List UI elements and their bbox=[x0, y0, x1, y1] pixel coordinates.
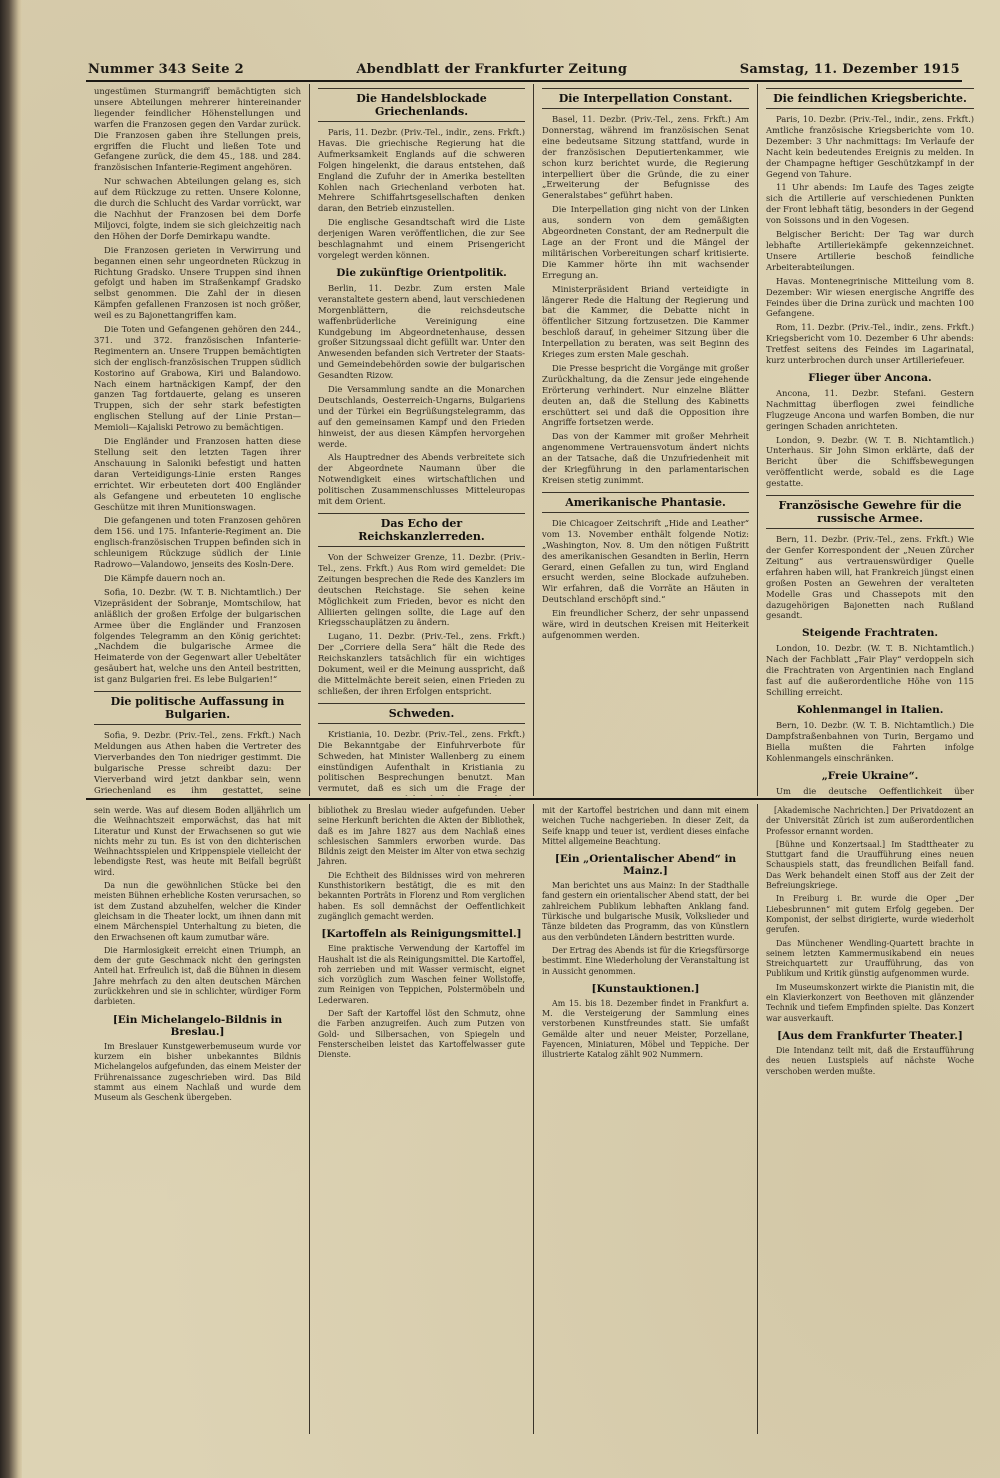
book-binding-edge bbox=[0, 0, 22, 1478]
article-paragraph: Ministerpräsident Briand verteidigte in längerer Rede die Haltung der Regierung und bat die Kammer, die Debatte nicht in öffentlicher Sitzung fortzusetzen. Die Kammer beschloß darauf, in geheimer Sitzung über die Interpellation zu beraten, was seit Beginn des Krieges zum ersten Male geschah. bbox=[542, 283, 749, 360]
article-heading: Flieger über Ancona. bbox=[808, 371, 932, 384]
article-paragraph: Paris, 11. Dezbr. (Priv.-Tel., indir., zens. Frkft.) Havas. Die griechische Regierung hat die Aufmerksamkeit Englands auf die schweren Folgen hingelenkt, die daraus entstehen, daß England die Zufuhr der in Amerika bestellten Kohlen nach Griechenland verboten hat. Mehrere Schiffahrtsgesellschaften denken daran, den Betrieb einzustellen. bbox=[318, 127, 525, 214]
article-heading: Die Handelsblockade Griechenlands. bbox=[318, 88, 525, 122]
article-paragraph: 11 Uhr abends: Im Laufe des Tages zeigte sich die Artillerie auf verschiedenen Punkten der Front lebhaft tätig, besonders in der Gegend von Soissons und in den Vogesen. bbox=[766, 182, 974, 226]
article-paragraph: Da nun die gewöhnlichen Stücke bei den meisten Bühnen erhebliche Kosten verursachen, so ist dem Zustand abzuhelfen, welcher die Kinder gleichsam in die Theater lockt, um ihnen dann mit einem Märchenspiel Unterhaltung zu bieten, die den Erwachsenen oft kaum zumutbar wäre. bbox=[94, 881, 301, 942]
issue-number: Nummer 343 Seite 2 bbox=[88, 61, 244, 77]
article-heading: „Freie Ukraine“. bbox=[821, 769, 919, 782]
article-heading: [Aus dem Frankfurter Theater.] bbox=[777, 1029, 963, 1042]
article-paragraph: Im Museumskonzert wirkte die Pianistin mit, die ein Klavierkonzert von Beethoven mit glänzender Technik und tiefem Empfinden spielte. Das Konzert war ausverkauft. bbox=[766, 982, 974, 1023]
article-heading: [Kunstauktionen.] bbox=[591, 982, 700, 995]
news-columns bbox=[86, 84, 982, 796]
article-heading: [Kartoffeln als Reinigungsmittel.] bbox=[321, 928, 522, 941]
article-paragraph: Basel, 11. Dezbr. (Priv.-Tel., zens. Frkft.) Am Donnerstag, während im französischen Senat eine bedeutsame Sitzung stattfand, wurde in der französischen Deputiertenkammer, wie schon kurz berichtet wurde, die Regierung interpelliert über die Gründe, die zu einer „Erweiterung der Befugnisse des Generalstabes“ geführt haben. bbox=[542, 114, 749, 201]
news-column-1 bbox=[86, 84, 310, 796]
article-heading: Die zukünftige Orientpolitik. bbox=[336, 266, 507, 279]
article-paragraph: Bern, 10. Dezbr. (W. T. B. Nichtamtlich.) Die Dampfstraßenbahnen von Turin, Bergamo und Biella mußten die Fahrten infolge Kohlenmangels einschränken. bbox=[766, 719, 974, 763]
article-heading: Die politische Auffassung in Bulgarien. bbox=[94, 691, 301, 725]
article-paragraph: Berlin, 11. Dezbr. Zum ersten Male veranstaltete gestern abend, laut verschiedenen Morgenblättern, die reichsdeutsche waffenbrüderliche Vereinigung eine Kundgebung im Abgeordnetenhause, dessen großer Sitzungssaal dicht gefüllt war. Unter den Anwesenden befanden sich Vertreter der Staats- und Gemeindebehörden sowie der bulgarischen Gesandten Rizow. bbox=[318, 282, 525, 381]
newspaper-page bbox=[22, 0, 1000, 1478]
article-paragraph: Eine praktische Verwendung der Kartoffel im Haushalt ist die als Reinigungsmittel. Die Kartoffel, roh zerrieben und mit Wasser vermischt, eignet sich vorzüglich zum Waschen feiner Wollstoffe, zum Reinigen von Teppichen, Polstermöbeln und Lederwaren. bbox=[318, 944, 525, 1005]
article-paragraph: sein werde. Was auf diesem Boden alljährlich um die Weihnachtszeit emporwächst, das hat mit Literatur und Kunst der Erwachsenen so gut wie nichts mehr zu tun. Es ist von den dichterischen Weihnachtsspielen und Krippenspiele vielleicht der lebendigste Rest, was heute mit Beifall begrüßt wird. bbox=[94, 806, 301, 877]
article-heading: Das Echo der Reichskanzlerreden. bbox=[318, 513, 525, 547]
article-paragraph: Die Intendanz teilt mit, daß die Erstaufführung des neuen Lustspiels auf nächste Woche verschoben werden mußte. bbox=[766, 1045, 974, 1076]
article-paragraph: Der Saft der Kartoffel löst den Schmutz, ohne die Farben anzugreifen. Auch zum Putzen von Gold- und Silbersachen, von Spiegeln und Fensterscheiben leistet das Kartoffelwasser gute Dienste. bbox=[318, 1009, 525, 1060]
article-paragraph: Nur schwachen Abteilungen gelang es, sich auf dem Rückzuge zu retten. Unsere Kolonne, die durch die Schlucht des Vardar vorrückt, war die Nachhut der Franzosen bei dem Dorfe Miljovci, folgte, indem sie sich gleichzeitig nach den Höhen der Dorfe Demirkapu wandte. bbox=[94, 176, 301, 241]
feuilleton-section bbox=[86, 804, 982, 1434]
article-paragraph: Man berichtet uns aus Mainz: In der Stadthalle fand gestern ein orientalischer Abend statt, der bei zahlreichem Publikum lebhaften Anklang fand. Türkische und bulgarische Musik, Volkslieder und Tänze bildeten das Programm, das von Künstlern aus den verbündeten Ländern bestritten wurde. bbox=[542, 881, 749, 942]
article-heading: Kohlenmangel in Italien. bbox=[796, 703, 944, 716]
article-paragraph: Paris, 10. Dezbr. (Priv.-Tel., indir., zens. Frkft.) Amtliche französische Kriegsberichte vom 10. Dezember: 3 Uhr nachmittags: Im Verlaufe der Nacht kein bedeutendes Ereignis zu melden. In der Champagne heftiger Geschützkampf in der Gegend von Tahure. bbox=[766, 114, 974, 179]
article-paragraph: bibliothek zu Breslau wieder aufgefunden. Ueber seine Herkunft berichten die Akten der Bibliothek, daß es im Jahre 1827 aus dem Nachlaß eines schlesischen Sammlers erworben wurde. Das Bildnis zeigt den Meister im Alter von etwa sechzig Jahren. bbox=[318, 806, 525, 867]
article-paragraph: Von der Schweizer Grenze, 11. Dezbr. (Priv.-Tel., zens. Frkft.) Aus Rom wird gemeldet: Die Zeitungen besprechen die Rede des Kanzlers im deutschen Reichstage. Sie sehen keine Möglichkeit zum Frieden, bevor es nicht den Alliierten gelingen sollte, die Lage auf den Kriegsschauplätzen zu ändern. bbox=[318, 552, 525, 628]
article-paragraph: Die Versammlung sandte an die Monarchen Deutschlands, Oesterreich-Ungarns, Bulgariens und der Türkei ein Begrüßungstelegramm, das auf den gemeinsamen Kampf und den Frieden hinweist, der aus diesen Kämpfen hervorgehen werde. bbox=[318, 384, 525, 449]
article-paragraph: Rom, 11. Dezbr. (Priv.-Tel., indir., zens. Frkft.) Kriegsbericht vom 10. Dezember 6 Uhr abends: Tretfest seitens des Feindes im Lagarinatal, kurz unterbrochen durch unser Artilleriefeuer. bbox=[766, 322, 974, 366]
article-paragraph: Die Toten und Gefangenen gehören den 244., 371. und 372. französischen Infanterie-Regimentern an. Unsere Truppen bemächtigten sich der englisch-französischen Truppen südlich Kostorino auf Grabowa, Kiri und Balandowo. Nach einem hartnäckigen Kampf, der den ganzen Tag fortdauerte, gelang es unseren Truppen, sich der sehr stark befestigten englischen Stellung auf der Linie Prstan—Memioli—Kajaliski Petrowo zu bemächtigen. bbox=[94, 324, 301, 433]
news-column-3 bbox=[534, 84, 758, 796]
issue-date: Samstag, 11. Dezember 1915 bbox=[739, 61, 960, 77]
article-paragraph: Die Interpellation ging nicht von der Linken aus, sondern von dem gemäßigten Abgeordneten Constant, der am Rednerpult die Lage an der Front und die Mängel der militärischen Vorbereitungen scharf kritisierte. Die Kammer hörte ihn mit wachsender Erregung an. bbox=[542, 204, 749, 280]
article-paragraph: Belgischer Bericht: Der Tag war durch lebhafte Artilleriekämpfe gekennzeichnet. Unsere Artillerie beschoß feindliche Arbeiterabteilungen. bbox=[766, 229, 974, 272]
masthead: Abendblatt der Frankfurter Zeitung bbox=[356, 61, 628, 77]
article-paragraph: Die Engländer und Franzosen hatten diese Stellung seit den letzten Tagen ihrer Anschauung in Saloniki befestigt und hatten daran Verteidigungs-Linie ersten Ranges errichtet. Wir erbeuteten dort 400 Engländer als Gefangene und erbeuteten 10 englische Geschütze mit ihren Munitionswagen. bbox=[94, 436, 301, 512]
article-paragraph: London, 10. Dezbr. (W. T. B. Nichtamtlich.) Nach der Fachblatt „Fair Play“ verdoppeln sich die Frachtraten von Argentinien nach England fast auf die außerordentliche Höhe von 115 Schilling erreicht. bbox=[766, 643, 974, 697]
article-paragraph: [Bühne und Konzertsaal.] Im Stadttheater zu Stuttgart fand die Uraufführung eines neuen Schauspiels statt, das freundlichen Beifall fand. Das Werk behandelt einen Stoff aus der Zeit der Befreiungskriege. bbox=[766, 839, 974, 891]
feuilleton-column-4 bbox=[758, 804, 982, 1434]
article-paragraph: Am 15. bis 18. Dezember findet in Frankfurt a. M. die Versteigerung der Sammlung eines verstorbenen Kunstfreundes statt. Sie umfaßt Gemälde alter und neuer Meister, Porzellane, Fayencen, Miniaturen, Möbel und Teppiche. Der illustrierte Katalog zählt 902 Nummern. bbox=[542, 998, 749, 1060]
article-paragraph: Ein freundlicher Scherz, der sehr unpassend wäre, wird in deutschen Kreisen mit Heiterkeit aufgenommen werden. bbox=[542, 608, 749, 640]
article-heading: Steigende Frachtraten. bbox=[801, 627, 939, 640]
article-paragraph: Als Hauptredner des Abends verbreitete sich der Abgeordnete Naumann über die Notwendigkeit eines wirtschaftlichen und politischen Zusammenschlusses Mitteleuropas mit dem Orient. bbox=[318, 452, 525, 507]
article-paragraph: Der Ertrag des Abends ist für die Kriegsfürsorge bestimmt. Eine Wiederholung der Veranstaltung ist in Aussicht genommen. bbox=[542, 945, 749, 976]
feuilleton-rule bbox=[86, 798, 962, 800]
article-paragraph: Havas. Montenegrinische Mitteilung vom 8. Dezember: Wir wiesen energische Angriffe des Feindes über die Drina zurück und machten 100 Gefangene. bbox=[766, 275, 974, 319]
feuilleton-column-3 bbox=[534, 804, 758, 1434]
news-column-2 bbox=[310, 84, 534, 796]
article-paragraph: Die englische Gesandtschaft wird die Liste derjenigen Waren veröffentlichen, die zur See beschlagnahmt und einem Prisengericht vorgelegt werden können. bbox=[318, 217, 525, 260]
article-paragraph: mit der Kartoffel bestrichen und dann mit einem weichen Tuche nachgerieben. In dieser Zeit, da Seife knapp und teuer ist, verdient dieses einfache Mittel allgemeine Beachtung. bbox=[542, 806, 749, 846]
article-paragraph: ungestümen Sturmangriff bemächtigten sich unsere Abteilungen mehrerer hintereinander liegender feindlicher Höhenstellungen und warfen die Franzosen gegen den Vardar zurück. Die Franzosen gaben ihre Stellungen preis, ergriffen die Flucht und ließen Tote und Gefangene zurück, die dem 45., 188. und 284. französischen Infanterie-Regiment angehören. bbox=[94, 86, 301, 173]
article-heading: [Ein „Orientalischer Abend“ in Mainz.] bbox=[554, 853, 737, 878]
article-paragraph: London, 9. Dezbr. (W. T. B. Nichtamtlich.) Unterhaus. Sir John Simon erklärte, daß der Bericht über die Schiffsbewegungen veröffentlicht werde, sobald es die Lage gestatte. bbox=[766, 434, 974, 489]
article-heading: Die feindlichen Kriegsberichte. bbox=[766, 88, 974, 109]
header-rule bbox=[86, 80, 962, 82]
article-paragraph: Sofia, 10. Dezbr. (W. T. B. Nichtamtlich.) Der Vizepräsident der Sobranje, Momtschilow, hat anläßlich der großen Erfolge der bulgarischen Armee über die Engländer und Franzosen folgendes Telegramm an den König gerichtet: „Nachdem die bulgarische Armee die Heimaterde von der Gegenwart aller Uebeltäter gesäubert hat, welche uns den Anteil bestritten, ist ganz Bulgarien frei. Es lebe Bulgarien!“ bbox=[94, 586, 301, 685]
article-paragraph: Kristiania, 10. Dezbr. (Priv.-Tel., zens. Frkft.) Die Bekanntgabe der Einfuhrverbote für Schweden, hat Minister Wallenberg zu einem einstündigen Aufenthalt in Kristiania zu politischen Besprechungen benutzt. Man vermutet, daß es sich um die Frage der bbox=[318, 728, 525, 794]
running-head bbox=[88, 58, 960, 80]
article-paragraph: Im Breslauer Kunstgewerbemuseum wurde vor kurzem ein bisher unbekanntes Bildnis Michelangelos aufgefunden, das einem Meister der Frührenaissance zugeschrieben wird. Das Bild stammt aus einem Nachlaß und wurde dem Museum als Geschenk übergeben. bbox=[94, 1041, 301, 1103]
article-paragraph: Lugano, 11. Dezbr. (Priv.-Tel., zens. Frkft.) Der „Corriere della Sera“ hält die Rede des Reichskanzlers tatsächlich für ein wichtiges Dokument, weil er die Meinung ausspricht, daß die Mittelmächte bereit seien, einen Frieden zu schließen, der ihren Erfolgen entspricht. bbox=[318, 631, 525, 696]
feuilleton-column-2 bbox=[310, 804, 534, 1434]
feuilleton-column-1 bbox=[86, 804, 310, 1434]
article-paragraph: Die gefangenen und toten Franzosen gehören dem 156. und 175. Infanterie-Regiment an. Die englisch-französischen Truppen befinden sich in schleunigem Rückzuge südlich der Linie Radrowo—Valandowo, jenseits des Kosln-Dere. bbox=[94, 515, 301, 570]
article-paragraph: Die Chicagoer Zeitschrift „Hide and Leather“ vom 13. November enthält folgende Notiz: „Washington, Nov. 8. Um den nötigen Fußtritt des amerikanischen Gesandten in Berlin, Herrn Gerard, einen Gefallen zu tun, wird England ersucht werden, seine Blockade aufzuheben. Wir erfahren, daß die Vorräte an Häuten in Deutschland erschöpft sind.“ bbox=[542, 517, 749, 605]
article-paragraph: In Freiburg i. Br. wurde die Oper „Der Liebesbrunnen“ mit gutem Erfolg gegeben. Der Komponist, der selbst dirigierte, wurde wiederholt gerufen. bbox=[766, 894, 974, 935]
article-paragraph: Die Harmlosigkeit erreicht einen Triumph, an dem der gute Geschmack nicht den geringsten Anteil hat. Erfreulich ist, daß die Bühnen in diesem Jahre mehrfach zu den alten deutschen Märchen zurückkehren und sie in schlichter, würdiger Form darbieten. bbox=[94, 945, 301, 1007]
news-column-4 bbox=[758, 84, 982, 796]
article-paragraph: Die Presse bespricht die Vorgänge mit großer Zurückhaltung, da die Zensur jede eingehende Erörterung verhindert. Nur einzelne Blätter deuten an, daß die Stellung des Kabinetts erschüttert sei und daß die Opposition ihre Angriffe fortsetzen werde. bbox=[542, 362, 749, 428]
article-heading: Französische Gewehre für die russische Armee. bbox=[766, 495, 974, 529]
article-paragraph: Sofia, 9. Dezbr. (Priv.-Tel., zens. Frkft.) Nach Meldungen aus Athen haben die Vertreter des Vierverbandes den Ton niedriger gestimmt. Die bulgarische Presse schreibt dazu: Der Vierverband wird jetzt dankbar sein, wenn Griechenland es ihm gestattet, seine bbox=[94, 730, 301, 795]
article-paragraph: Die Echtheit des Bildnisses wird von mehreren Kunsthistorikern bestätigt, die es mit den bekannten Porträts in Florenz und Rom verglichen haben. Es soll demnächst der Oeffentlichkeit zugänglich gemacht werden. bbox=[318, 870, 525, 921]
article-paragraph: [Akademische Nachrichten.] Der Privatdozent an der Universität Zürich ist zum außerordentlichen Professor ernannt worden. bbox=[766, 806, 974, 836]
article-paragraph: Die Kämpfe dauern noch an. bbox=[104, 572, 226, 583]
article-paragraph: Das Münchener Wendling-Quartett brachte in seinem letzten Kammermusikabend ein neues Streichquartett zur Uraufführung, das von Publikum und Kritik günstig aufgenommen wurde. bbox=[766, 938, 974, 979]
article-heading: Schweden. bbox=[318, 703, 525, 724]
article-paragraph: Ancona, 11. Dezbr. Stefani. Gestern Nachmittag überflogen zwei feindliche Flugzeuge Ancona und warfen Bomben, die nur geringen Schaden anrichteten. bbox=[766, 387, 974, 431]
article-heading: Amerikanische Phantasie. bbox=[542, 492, 749, 513]
article-heading: Die Interpellation Constant. bbox=[542, 88, 749, 109]
article-paragraph: Die Franzosen gerieten in Verwirrung und begannen einen sehr ungeordneten Rückzug in Richtung Gradsko. Unsere Truppen sind ihnen gefolgt und haben im Straßenkampf Gradsko selbst genommen. Die Zahl der in diesen Kämpfen gefallenen Franzosen ist noch größer, weil es zu Bajonettangriffen kam. bbox=[94, 244, 301, 321]
article-heading: [Ein Michelangelo-Bildnis in Breslau.] bbox=[112, 1013, 283, 1038]
article-paragraph: Bern, 11. Dezbr. (Priv.-Tel., zens. Frkft.) Wie der Genfer Korrespondent der „Neuen Zürcher Zeitung“ aus vertrauenswürdiger Quelle erfahren haben will, hat Frankreich jüngst einen großen Posten an Gewehren der veralteten Modelle Gras und Chassepots mit den dazugehörigen Bajonetten nach Rußland gesandt. bbox=[766, 534, 974, 621]
article-paragraph: Das von der Kammer mit großer Mehrheit angenommene Vertrauensvotum ändert nichts an der Tatsache, daß die Unzufriedenheit mit der Kriegführung in den parlamentarischen Kreisen stetig zunimmt. bbox=[542, 431, 749, 485]
article-paragraph: Um die deutsche Oeffentlichkeit über bbox=[776, 785, 974, 796]
